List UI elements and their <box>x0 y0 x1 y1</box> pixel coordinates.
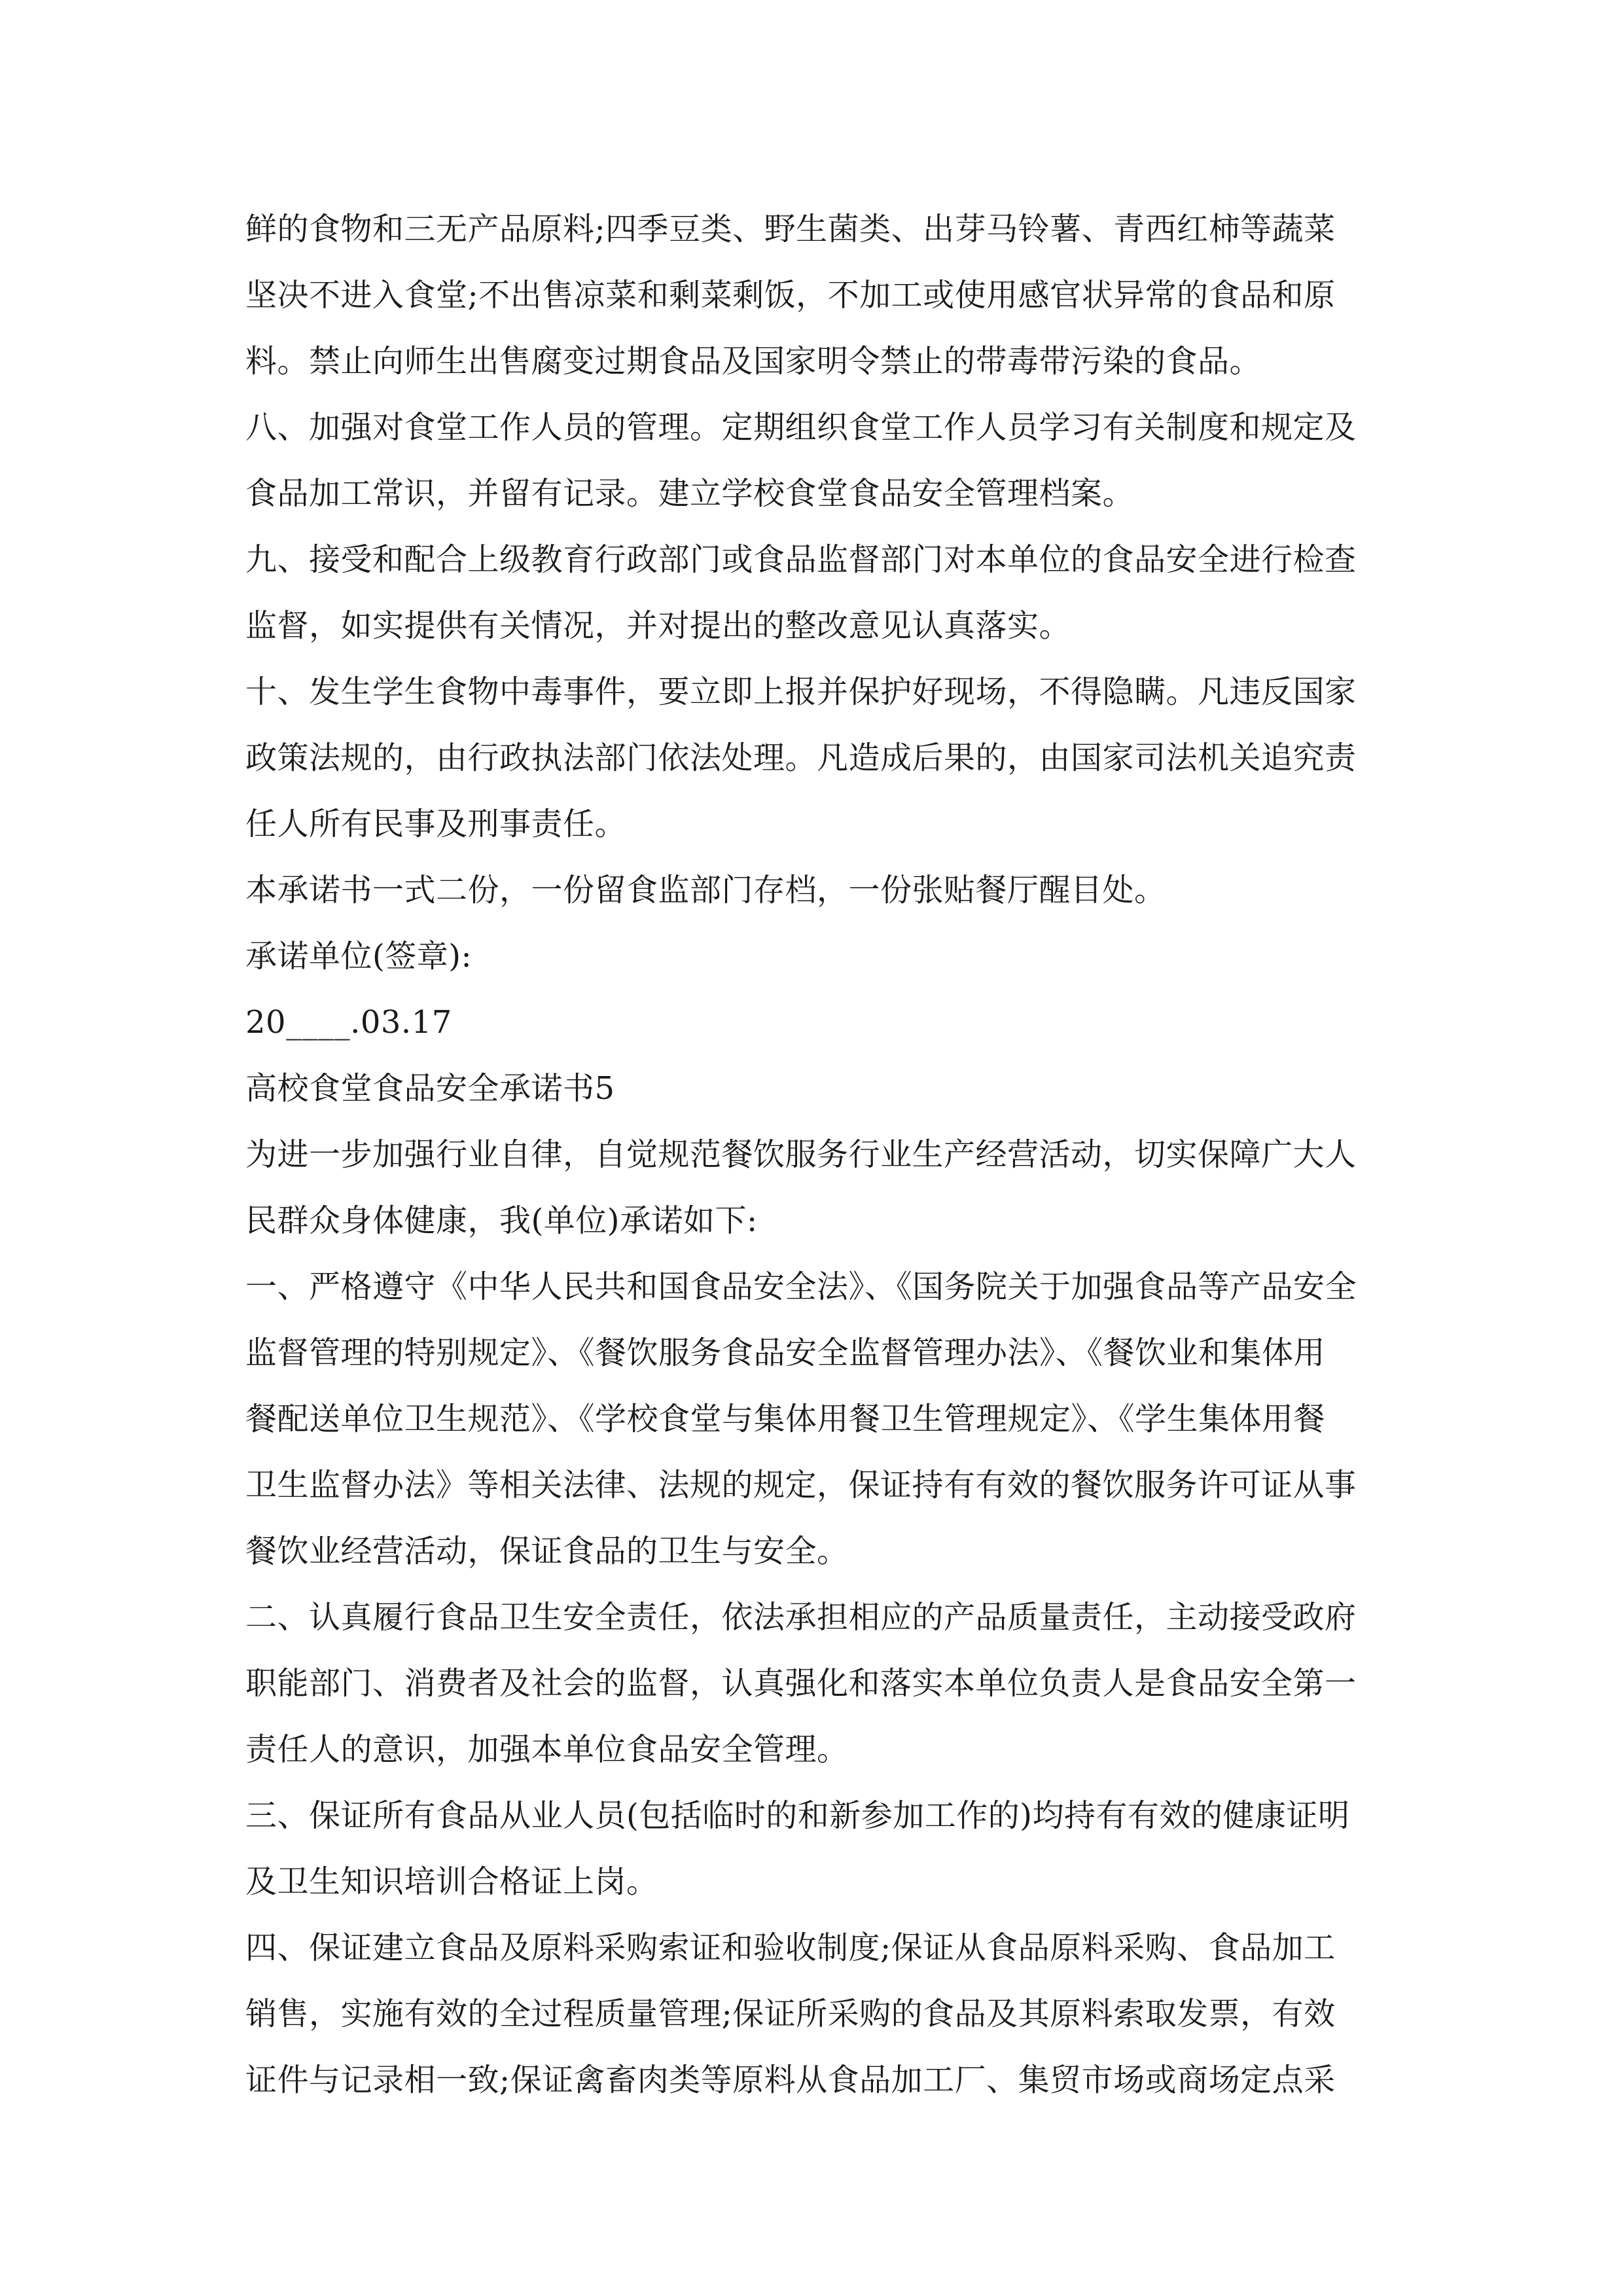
section-title: 高校食堂食品安全承诺书5 <box>245 1070 615 1107</box>
date-line: 20____.03.17 <box>245 1004 452 1041</box>
text-line: 一、严格遵守《中华人民共和国食品安全法》、《国务院关于加强食品等产品安全 <box>245 1268 1357 1305</box>
text-line: 四、保证建立食品及原料采购索证和验收制度;保证从食品原料采购、食品加工 <box>245 1929 1336 1966</box>
text-line: 监督，如实提供有关情况，并对提出的整改意见认真落实。 <box>245 607 1071 644</box>
text-line: 民群众身体健康，我(单位)承诺如下: <box>245 1202 758 1239</box>
document-body <box>245 196 1384 2113</box>
text-line: 销售，实施有效的全过程质量管理;保证所采购的食品及其原料索取发票，有效 <box>245 1996 1336 2032</box>
text-line: 政策法规的，由行政执法部门依法处理。凡造成后果的，由国家司法机关追究责 <box>245 740 1357 776</box>
text-line: 监督管理的特别规定》、《餐饮服务食品安全监督管理办法》、《餐饮业和集体用 <box>245 1335 1326 1371</box>
text-line: 九、接受和配合上级教育行政部门或食品监督部门对本单位的食品安全进行检查 <box>245 541 1357 578</box>
text-line: 责任人的意识，加强本单位食品安全管理。 <box>245 1731 849 1768</box>
text-line: 坚决不进入食堂;不出售凉菜和剩菜剩饭，不加工或使用感官状异常的食品和原 <box>245 277 1336 314</box>
text-line: 为进一步加强行业自律，自觉规范餐饮服务行业生产经营活动，切实保障广大人 <box>245 1136 1357 1173</box>
text-line: 食品加工常识，并留有记录。建立学校食堂食品安全管理档案。 <box>245 475 1135 512</box>
text-line: 及卫生知识培训合格证上岗。 <box>245 1863 658 1900</box>
signature-label: 承诺单位(签章): <box>245 938 473 975</box>
text-line: 职能部门、消费者及社会的监督，认真强化和落实本单位负责人是食品安全第一 <box>245 1665 1357 1702</box>
text-line: 餐饮业经营活动，保证食品的卫生与安全。 <box>245 1533 849 1570</box>
text-line: 八、加强对食堂工作人员的管理。定期组织食堂工作人员学习有关制度和规定及 <box>245 409 1357 446</box>
text-line: 料。禁止向师生出售腐变过期食品及国家明令禁止的带毒带污染的食品。 <box>245 343 1262 380</box>
text-line: 鲜的食物和三无产品原料;四季豆类、野生菌类、出芽马铃薯、青西红柿等蔬菜 <box>245 211 1336 247</box>
text-line: 本承诺书一式二份，一份留食监部门存档，一份张贴餐厅醒目处。 <box>245 872 1166 908</box>
text-line: 证件与记录相一致;保证禽畜肉类等原料从食品加工厂、集贸市场或商场定点采 <box>245 2062 1336 2098</box>
text-line: 任人所有民事及刑事责任。 <box>245 806 627 842</box>
text-line: 餐配送单位卫生规范》、《学校食堂与集体用餐卫生管理规定》、《学生集体用餐 <box>245 1401 1326 1437</box>
text-line: 三、保证所有食品从业人员(包括临时的和新参加工作的)均持有有效的健康证明 <box>245 1797 1350 1834</box>
text-line: 二、认真履行食品卫生安全责任，依法承担相应的产品质量责任，主动接受政府 <box>245 1599 1357 1636</box>
text-line: 卫生监督办法》等相关法律、法规的规定，保证持有有效的餐饮服务许可证从事 <box>245 1467 1357 1503</box>
text-line: 十、发生学生食物中毒事件，要立即上报并保护好现场，不得隐瞒。凡违反国家 <box>245 673 1357 710</box>
